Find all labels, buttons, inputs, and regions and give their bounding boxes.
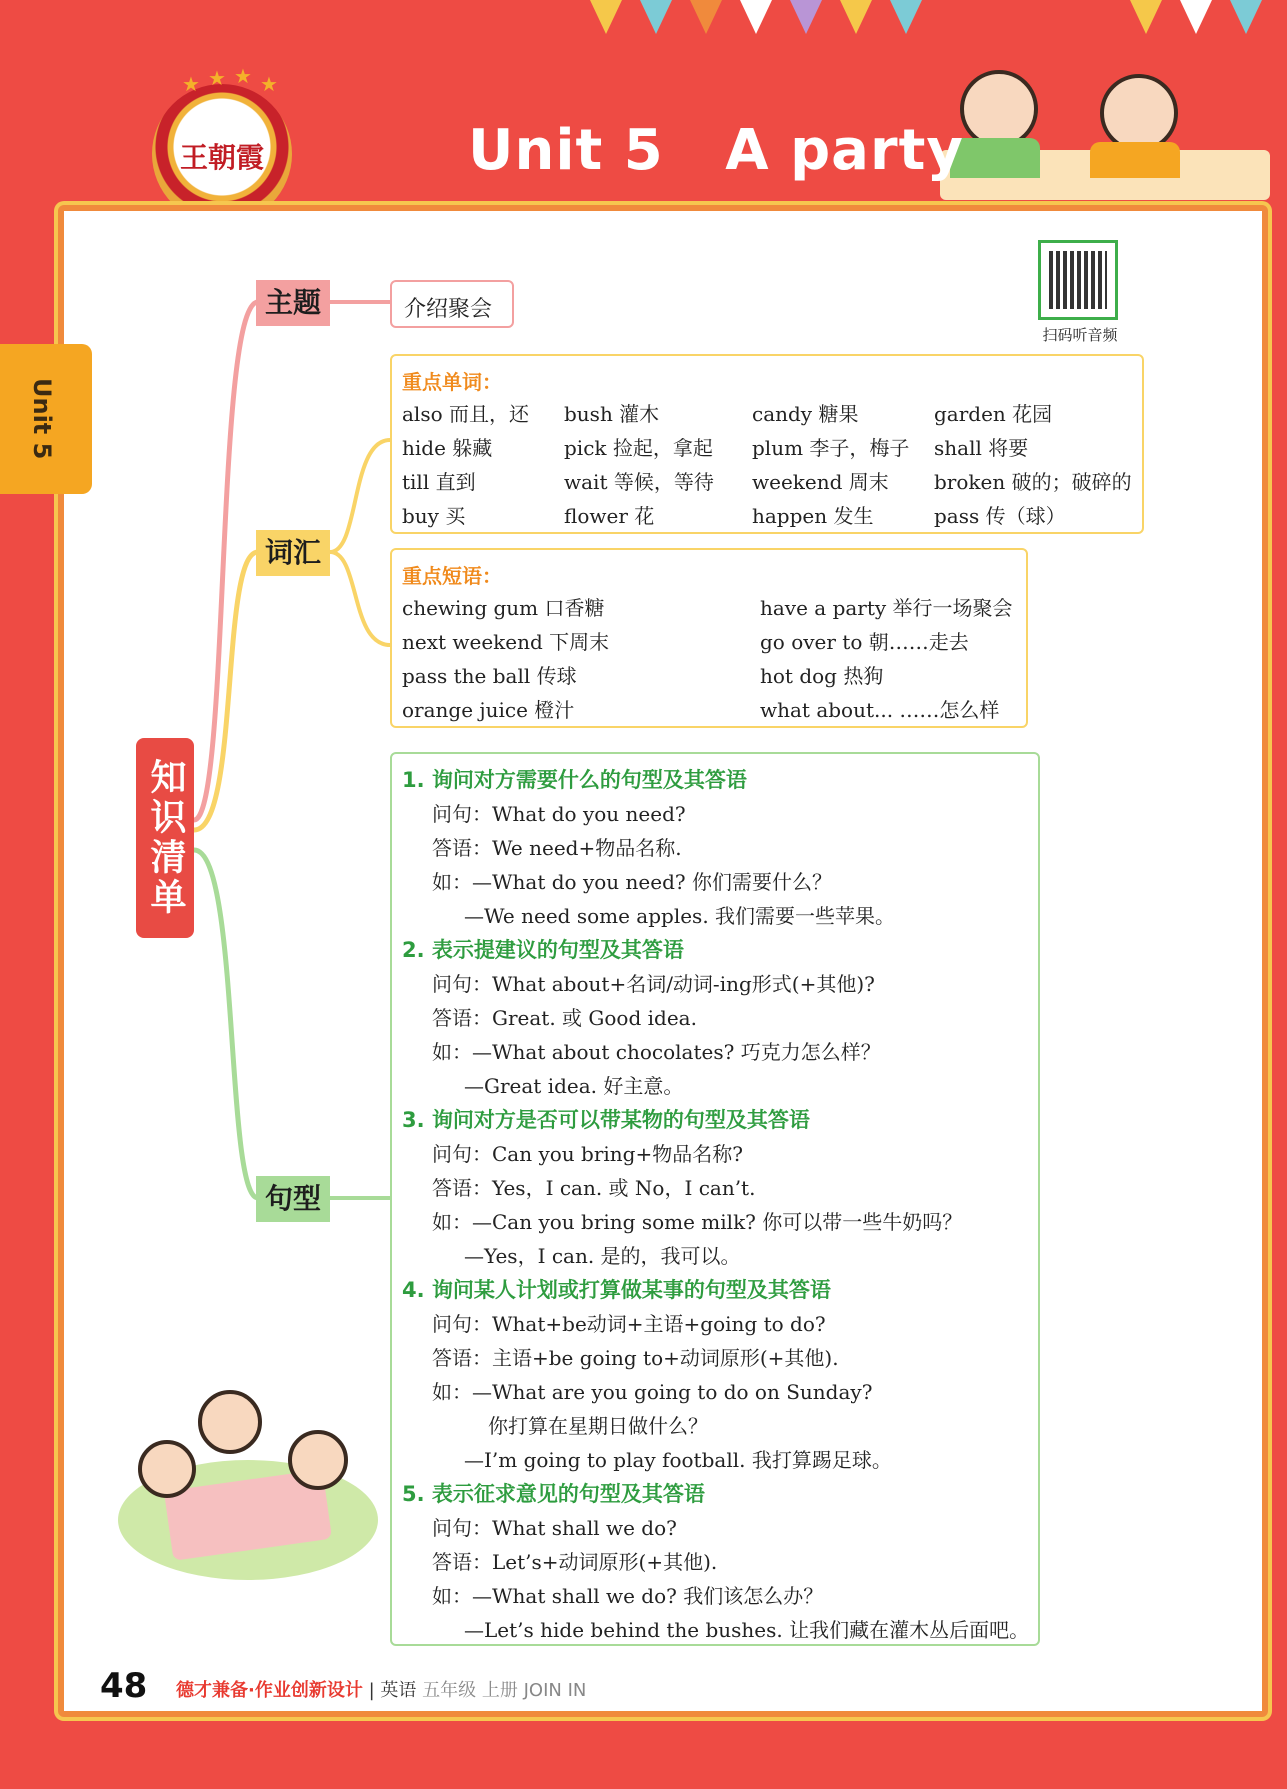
phrase: chewing gum 口香糖 [402,596,605,620]
word: garden 花园 [934,402,1053,426]
key-phrases-heading: 重点短语： [402,564,502,588]
pattern-title: 4. 询问某人计划或打算做某事的句型及其答语 [402,1278,831,1302]
footer-series: 德才兼备·作业创新设计 [176,1680,363,1701]
phrase: next weekend 下周末 [402,630,610,654]
theme-value: 介绍聚会 [404,297,493,322]
pattern-title: 5. 表示征求意见的句型及其答语 [402,1482,705,1506]
footer-edition: JOIN IN [523,1680,587,1701]
mindmap-root: 知识清单 [136,738,194,938]
pattern-title: 3. 询问对方是否可以带某物的句型及其答语 [402,1108,810,1132]
pattern-line: 问句：What do you need? [432,802,686,826]
word: also 而且，还 [402,402,529,426]
pattern-line: 问句：What about+名词/动词-ing形式(+其他)? [432,972,875,996]
picnic-illustration [118,1380,378,1580]
star-icon: ★ [260,72,278,96]
pattern-line: —Yes，I can. 是的，我可以。 [464,1244,741,1268]
pattern-title: 2. 表示提建议的句型及其答语 [402,938,684,962]
word: pick 捡起，拿起 [564,436,713,460]
unit-side-tab-label: Unit 5 [28,378,56,460]
phrase: pass the ball 传球 [402,664,577,688]
star-icon: ★ [182,72,200,96]
sentence-patterns-box [390,752,1040,1646]
star-icon: ★ [234,64,252,88]
pattern-line: 答语：Great. 或 Good idea. [432,1006,697,1030]
page-number: 48 [100,1666,148,1706]
word: candy 糖果 [752,402,859,426]
phrase: hot dog 热狗 [760,664,884,688]
footer-subject: 英语 [380,1680,417,1701]
pattern-line: 如：—What shall we do? 我们该怎么办？ [432,1584,824,1608]
page-title: Unit 5 A party [468,118,964,183]
category-sentence: 句型 [256,1176,330,1222]
pattern-line: —Let’s hide behind the bushes. 让我们藏在灌木丛后面吧。 [464,1618,1030,1642]
word: wait 等候，等待 [564,470,714,494]
pattern-line: —I’m going to play football. 我打算踢足球。 [464,1448,892,1472]
word: weekend 周末 [752,470,889,494]
footer-term: 上册 [481,1680,518,1701]
qr-label: 扫码听音频 [1042,326,1118,344]
phrase: have a party 举行一场聚会 [760,596,1013,620]
pattern-line: 你打算在星期日做什么？ [488,1414,708,1438]
category-vocab: 词汇 [256,530,330,576]
key-phrases-box [390,548,1028,728]
pattern-line: 如：—What are you going to do on Sunday? [432,1380,873,1404]
pattern-line: 答语：Yes，I can. 或 No，I can’t. [432,1176,756,1200]
pattern-line: —Great idea. 好主意。 [464,1074,684,1098]
phrase: what about... ……怎么样 [760,698,1000,722]
key-words-heading: 重点单词： [402,370,502,394]
phrase: orange juice 橙汁 [402,698,575,722]
pattern-line: 如：—Can you bring some milk? 你可以带一些牛奶吗？ [432,1210,963,1234]
theme-box [390,280,514,328]
word: till 直到 [402,470,476,494]
category-theme: 主题 [256,280,330,326]
pattern-line: 答语：Let’s+动词原形(+其他). [432,1550,718,1574]
pattern-line: 问句：What shall we do? [432,1516,677,1540]
star-icon: ★ [208,66,226,90]
word: broken 破的；破碎的 [934,470,1132,494]
key-words-box [390,354,1144,534]
word: shall 将要 [934,436,1029,460]
word: pass 传（球） [934,504,1066,528]
footer-divider: | [368,1680,375,1701]
pattern-line: —We need some apples. 我们需要一些苹果。 [464,904,896,928]
pattern-line: 问句：What+be动词+主语+going to do? [432,1312,826,1336]
word: bush 灌木 [564,402,660,426]
phrase: go over to 朝……走去 [760,630,969,654]
word: flower 花 [564,504,655,528]
word: buy 买 [402,504,466,528]
pattern-line: 问句：Can you bring+物品名称? [432,1142,743,1166]
pattern-line: 如：—What about chocolates? 巧克力怎么样？ [432,1040,881,1064]
footer-grade: 五年级 [422,1680,477,1701]
word: plum 李子，梅子 [752,436,910,460]
pattern-line: 如：—What do you need? 你们需要什么？ [432,870,832,894]
pattern-title: 1. 询问对方需要什么的句型及其答语 [402,768,747,792]
footer-info [176,1676,586,1702]
pattern-line: 答语：主语+be going to+动词原形(+其他). [432,1346,839,1370]
word: hide 躲藏 [402,436,493,460]
word: happen 发生 [752,504,874,528]
pattern-line: 答语：We need+物品名称. [432,836,682,860]
logo-text: 王朝霞 [179,141,264,174]
